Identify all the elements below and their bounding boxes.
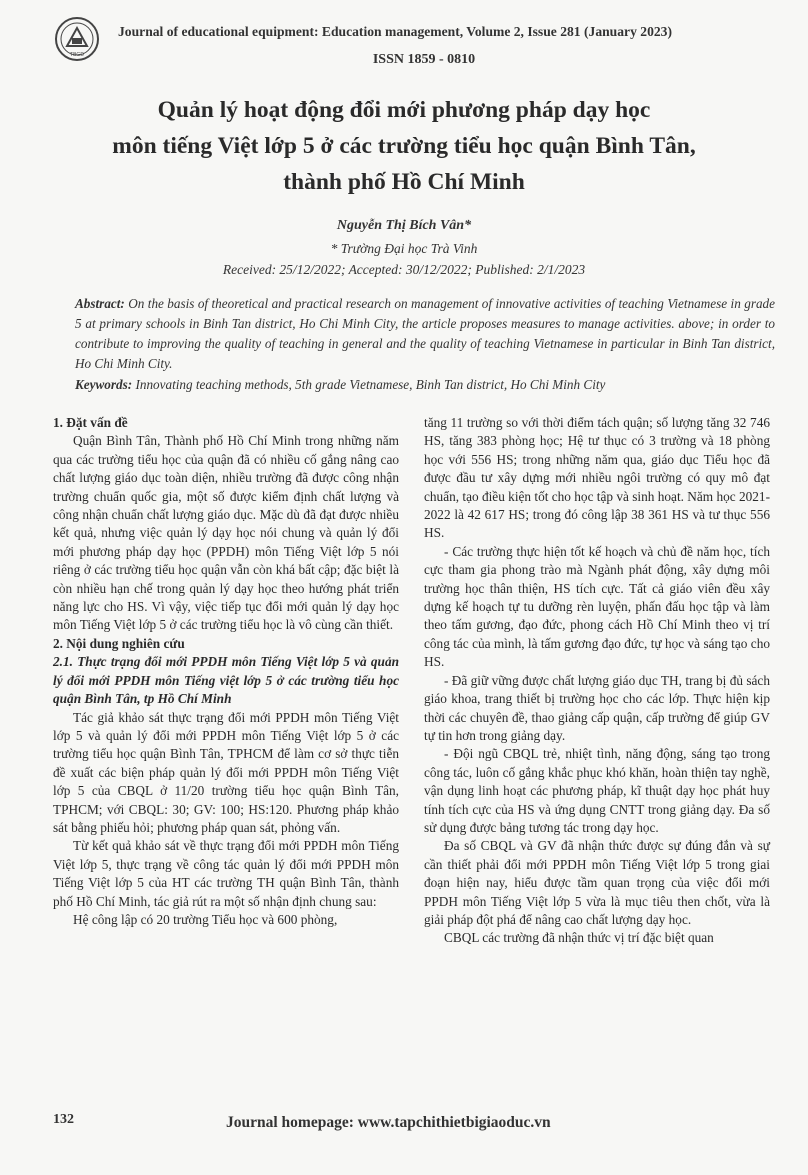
abstract-label: Abstract: [75,296,125,311]
paragraph: Tác giả khảo sát thực trạng đổi mới PPDH môn Tiếng Việt lớp 5 và quản lý đổi mới PPDH môn Tiếng Việt lớp 5 ở các trường tiểu học quận Bình Tân, TPHCM để làm cơ sở thực tiễn đề xuất các biện pháp quản lý đổi mới PPDH môn Tiếng Việt lớp 5 của CBQL ở 11/20 trường tiểu học quận Bình Tân, TPHCM; với CBQL: 30; GV: 100; HS:120. Phương pháp khảo sát bằng phiếu hỏi; phương pháp quan sát, phỏng vấn. [53,709,399,835]
subsection-heading-2-1: 2.1. Thực trạng đổi mới PPDH môn Tiếng Việt lớp 5 và quản lý đổi mới PPDH môn Tiếng việt lớp 5 ở các trường tiểu học quận Bình Tân, tp Hồ Chí Minh [53,654,399,707]
journal-homepage: Journal homepage: www.tapchithietbigiaoduc.vn [226,1114,551,1131]
title-line-3: thành phố Hồ Chí Minh [283,169,525,195]
title-line-1: Quản lý hoạt động đổi mới phương pháp dạy học [157,97,651,123]
paragraph: Đa số CBQL và GV đã nhận thức được sự đúng đắn và sự cần thiết phải đổi mới PPDH môn Tiếng Việt lớp 5 trong giai đoạn hiện nay, hiểu được tầm quan trọng của việc đổi mới PPDH môn Tiếng Việt lớp 5 vừa là mục tiêu then chốt, vừa là giải pháp đột phá để nâng cao chất lượng dạy học. [424,838,770,927]
paragraph: - Đội ngũ CBQL trẻ, nhiệt tình, năng động, sáng tạo trong công tác, luôn cố gắng khắc phục khó khăn, hoàn thiện tay nghề, vận dụng linh hoạt các phương pháp, kĩ thuật dạy học phát huy tính tích cực của HS và ứng dụng CNTT trong giảng dạy. Đa số sử dụng được bảng tương tác trong dạy học. [424,746,770,835]
article-title [60,92,748,200]
paragraph: Quận Bình Tân, Thành phố Hồ Chí Minh trong những năm qua các trường tiểu học của quận đã có nhiều cố gắng nâng cao chất lượng giáo dục toàn diện, nhiều trường đã được công nhận trường chuẩn quốc gia, một số được kiểm định chất lượng và công nhận chuẩn chất lượng giáo dục. Mặc dù đã đạt được nhiều kết quả, nhưng việc quản lý dạy học nói chung và quản lý đổi mới phương pháp dạy học (PPDH) môn Tiếng Việt lớp 5 nói riêng ở các trường tiểu học quận vẫn còn khá bất cập; đặc biệt là còn nhiều hạn chế trong quản lý dạy học theo hướng phát triển năng lực cho HS. Vì vậy, việc tiếp tục đổi mới quản lý dạy học môn Tiếng Việt lớp 5 ở các trường tiểu học là vô cùng cần thiết. [53,433,399,633]
paragraph: Từ kết quả khảo sát về thực trạng đổi mới PPDH môn Tiếng Việt lớp 5, thực trạng về công tác quản lý đổi mới PPDH môn Tiếng Việt lớp 5 của HT các trường TH quận Bình Tân, thành phố Hồ Chí Minh, tác giả rút ra một số nhận định chung sau: [53,838,399,909]
abstract-text: On the basis of theoretical and practical research on management of innovative activities of teaching Vietnamese in grade 5 at primary schools in Binh Tan district, Ho Chi Minh City, the article proposes measures to manage activities. above; in order to contribute to improving the quality of teaching in general and the quality of teaching Vietnamese in particular in Binh Tan district, Ho Chi Minh City. [75,296,775,371]
article-dates: Received: 25/12/2022; Accepted: 30/12/2022; Published: 2/1/2023 [222,262,586,277]
paragraph: - Đã giữ vững được chất lượng giáo dục TH, trang bị đủ sách giáo khoa, trang thiết bị trường học cho các lớp. Thực hiện kịp thời các chuyên đề, thao giảng cấp quận, cấp trường để giúp GV tự tin hơn trong giảng dạy. [424,672,770,743]
keywords [75,377,775,393]
section-heading-2: 2. Nội dung nghiên cứu [53,635,185,651]
abstract [75,294,775,374]
affiliation: * Trường Đại học Trà Vinh [330,241,478,256]
page-number: 132 [53,1112,74,1127]
title-line-2: môn tiếng Việt lớp 5 ở các trường tiểu học quận Bình Tân, [112,133,696,159]
section-heading-1: 1. Đặt vấn đề [53,415,128,430]
author: Nguyễn Thị Bích Vân* [336,218,472,233]
issn: ISSN 1859 - 0810 [372,52,476,67]
journal-info: Journal of educational equipment: Education management, Volume 2, Issue 281 (January 2023) [118,24,672,39]
paragraph: Hệ công lập có 20 trường Tiểu học và 600 phòng, [73,911,338,927]
left-column [53,414,399,929]
paragraph: CBQL các trường đã nhận thức vị trí đặc biệt quan [444,930,714,946]
keywords-label: Keywords: [75,377,133,392]
paragraph: tăng 11 trường so với thời điểm tách quận; số lượng tăng 32 746 HS, tăng 383 phòng học; Hệ tư thục có 3 trường và 18 phòng học với 556 HS; trong những năm qua, giáo dục Tiểu học đã được đầu tư xây dựng mới nhiều ngôi trường có quy mô đạt chuẩn, tạo điều kiện tốt cho học tập và sinh hoạt. Năm học 2021-2022 là 42 617 HS; trong đó công lập 38 361 HS và tư thục 556 HS. [424,415,770,541]
right-column [424,414,770,948]
svg-text:TBGD: TBGD [70,52,84,58]
paragraph: - Các trường thực hiện tốt kế hoạch và chủ đề năm học, tích cực tham gia phong trào mà Ngành phát động, xây dựng môi trường học thân thiện, HS tích cực. Tất cả giáo viên đều xây dựng kế hoạch tự tu dưỡng rèn luyện, phấn đấu học tập và làm theo tấm gương, đạo đức, phong cách Hồ Chí Minh theo vị trí công tác của mình, là tấm gương đạo đức, tự học và sáng tạo cho HS. [424,543,770,670]
keywords-text: Innovating teaching methods, 5th grade Vietnamese, Binh Tan district, Ho Chi Minh City [132,377,606,392]
